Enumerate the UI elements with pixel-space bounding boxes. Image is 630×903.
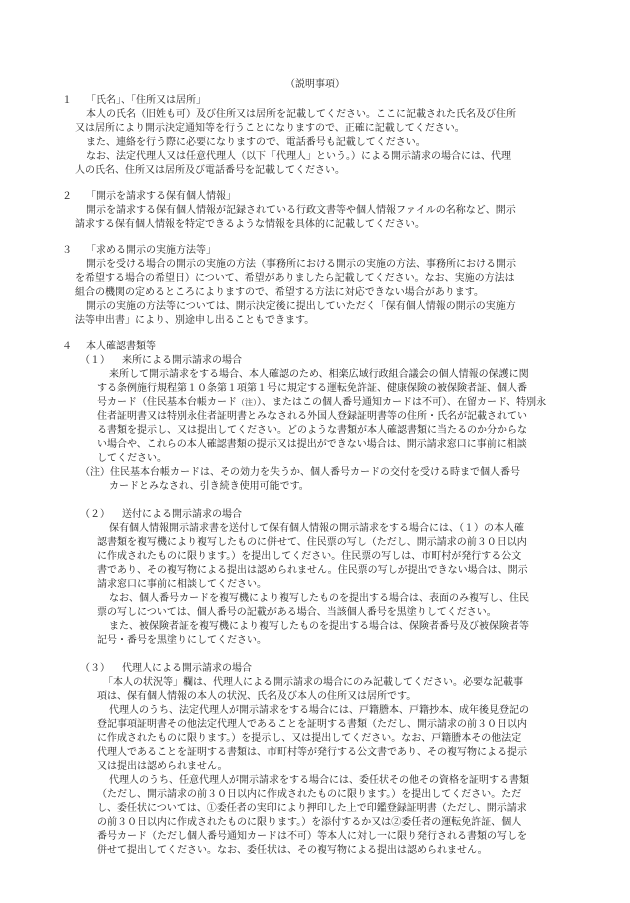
- subsection-3-line: 項は、保有個人情報の本人の状況、氏名及び本人の住所又は居所です。: [97, 691, 417, 702]
- section-1-line: 又は居所により開示決定通知等を行うことになりますので、正確に記載してください。: [75, 123, 465, 134]
- section-3-line: 法等申出書」により、別途申し出ることもできます。: [75, 315, 315, 326]
- subsection-1-number: （１）: [80, 355, 110, 366]
- section-2-line: 開示を請求する保有個人情報が記録されている行政文書等や個人情報ファイルの名称など、開示: [86, 205, 516, 216]
- subsection-1-heading: 来所による開示請求の場合: [122, 355, 242, 366]
- subsection-3-line: 併せて提出してください。なお、委任状は、その複写物による提出は認められません。: [97, 845, 488, 856]
- subsection-2-line: に作成されたものに限ります。）を提出してください。住民票の写しは、市町村が発行する公文: [97, 551, 522, 562]
- subsection-2-line: また、被保険者証を複写機により複写したものを提出する場合は、保険者番号及び被保険者等: [109, 621, 529, 632]
- section-3-line: 開示を受ける場合の開示の実施の方法（事務所における開示の実施の方法、事務所における開示: [86, 259, 516, 270]
- section-3-line: 組合の機関の定めるところによりますので、希望する方法に対応できない場合があります。: [75, 287, 484, 298]
- subsection-2-heading: 送付による開示請求の場合: [122, 509, 242, 520]
- subsection-3-line: 代理人であることを証明する書類は、市町村等が発行する公文書であり、その複写物による提示: [97, 747, 527, 758]
- document-title: （説明事項）: [285, 79, 345, 90]
- subsection-1-line: 住者証明書又は特別永住者証明書とみなされる外国人登録証明書等の住所・氏名が記載されてい: [97, 411, 527, 422]
- subsection-1-line-start: 号カード（住民基本台帳カード: [97, 397, 237, 408]
- subsection-1-line-end: ）、またはこの個人番号通知カードは不可）、在留カード、特別永: [257, 397, 547, 408]
- subsection-3-line: し、委任状については、①委任者の実印により押印した上で印鑑登録証明書（ただし、開示請求: [97, 803, 527, 814]
- section-3-line: 開示の実施の方法等については、開示決定後に提出していただく「保有個人情報の開示の実施方: [86, 301, 516, 312]
- subsection-1-note: （注）住民基本台帳カードは、その効力を失うか、個人番号カードの交付を受ける時まで個人番号: [80, 467, 520, 478]
- subsection-2-line: 書であり、その複写物による提出は認められません。住民票の写しが提出できない場合は、開示: [97, 565, 528, 576]
- subsection-3-heading: 代理人による開示請求の場合: [122, 663, 252, 674]
- subsection-1-line: してください。: [97, 453, 167, 464]
- subsection-1-line: する条例施行規程第１０条第１項第１号に規定する運転免許証、健康保険の被保険者証、個人番: [97, 383, 527, 394]
- section-1-heading: 「氏名」、「住所又は居所」: [86, 95, 206, 106]
- subsection-3-line: 番号カード（ただし個人番号通知カードは不可）等本人に対し一に限り発行される書類の写しを: [97, 831, 527, 842]
- section-2-heading: 「開示を請求する保有個人情報」: [86, 191, 236, 202]
- subsection-1-line: [97, 396, 546, 410]
- section-4-heading: 本人確認書類等: [86, 341, 156, 352]
- subsection-3-line: 「本人の状況等」欄は、代理人による開示請求の場合にのみ記載してください。必要な記載事: [103, 677, 523, 688]
- subsection-3-line: 代理人のうち、法定代理人が開示請求をする場合には、戸籍謄本、戸籍抄本、成年後見登記の: [109, 705, 529, 716]
- subsection-2-line: 記号・番号を黒塗りにしてください。: [97, 635, 267, 646]
- subsection-3-line: 登記事項証明書その他法定代理人であることを証明する書類（ただし、開示請求の前３０日以内: [97, 719, 527, 730]
- subsection-1-line: い場合や、これらの本人確認書類の提示又は提出ができない場合は、開示請求窓口に事前に相談: [97, 439, 527, 450]
- subsection-2-number: （２）: [80, 509, 110, 520]
- subsection-3-line: 又は提出は認められません。: [97, 761, 228, 772]
- section-3-line: を希望する場合の希望日）について、希望がありましたら記載してください。なお、実施の方法は: [75, 273, 515, 284]
- subsection-1-line: 来所して開示請求をする場合、本人確認のため、相楽広域行政組合議会の個人情報の保護に関: [109, 369, 529, 380]
- subsection-2-line: 請求窓口に事前に相談してください。: [97, 579, 267, 590]
- section-1-line: また、連絡を行う際に必要になりますので、電話番号も記載してください。: [86, 137, 426, 148]
- subsection-2-line: なお、個人番号カードを複写機により複写したものを提出する場合は、表面のみ複写し、住民: [109, 593, 529, 604]
- note-marker: （注）: [237, 398, 257, 407]
- section-1-number: １: [62, 95, 72, 106]
- section-3-number: ３: [62, 245, 72, 256]
- subsection-2-line: 保有個人情報開示請求書を送付して保有個人情報の開示請求をする場合には、（１）の本人確: [109, 523, 524, 534]
- subsection-1-line: る書類を提示し、又は提出してください。どのような書類が本人確認書類に当たるのか分からな: [97, 425, 527, 436]
- subsection-3-line: 代理人のうち、任意代理人が開示請求をする場合には、委任状その他その資格を証明する書類: [109, 775, 529, 786]
- subsection-3-number: （３）: [80, 663, 110, 674]
- subsection-1-note: カードとみなされ、引き続き使用可能です。: [109, 481, 309, 492]
- subsection-2-line: 票の写しについては、個人番号の記載がある場合、当該個人番号を黒塗りしてください。: [97, 607, 497, 618]
- section-1-line: 本人の氏名（旧姓も可）及び住所又は居所を記載してください。ここに記載された氏名及び住所: [86, 109, 516, 120]
- section-2-number: ２: [62, 191, 72, 202]
- subsection-3-line: の前３０日以内に作成されたものに限ります。）を添付するか又は②委任者の運転免許証、個人: [97, 817, 522, 828]
- subsection-3-line: に作成されたものに限ります。）を提示し、又は提出してください。なお、戸籍謄本その他法定: [97, 733, 522, 744]
- section-1-line: 人の氏名、住所又は居所及び電話番号を記載してください。: [75, 165, 345, 176]
- section-3-heading: 「求める開示の実施方法等」: [86, 245, 216, 256]
- section-4-number: ４: [62, 341, 72, 352]
- subsection-2-line: 認書類を複写機により複写したものに併せて、住民票の写し（ただし、開示請求の前３０日以内: [97, 537, 527, 548]
- section-1-line: なお、法定代理人又は任意代理人（以下「代理人」という。）による開示請求の場合には、代理: [86, 151, 511, 162]
- subsection-3-line: （ただし、開示請求の前３０日以内に作成されたものに限ります。）を提出してください。ただ: [97, 789, 522, 800]
- section-2-line: 請求する保有個人情報を特定できるような情報を具体的に記載してください。: [75, 219, 425, 230]
